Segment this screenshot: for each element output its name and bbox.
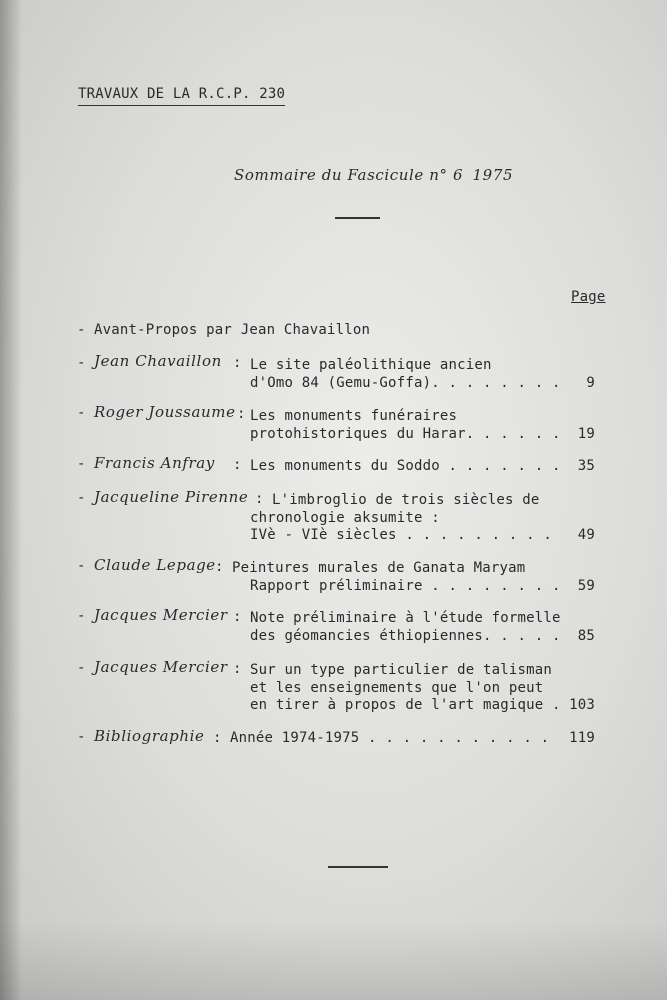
entry-page: 49 <box>577 527 595 543</box>
entry-page: 59 <box>577 578 595 594</box>
entry-page: 35 <box>577 458 595 474</box>
entry-title-line: Les monuments du Soddo . . . . . . . <box>250 458 561 474</box>
entry-title-line: d'Omo 84 (Gemu-Goffa). . . . . . . . <box>250 375 561 391</box>
entry-title-line: IVè - VIè siècles . . . . . . . . . <box>250 527 553 543</box>
entry-title-line: protohistoriques du Harar. . . . . . <box>250 426 561 442</box>
entry-page: 103 <box>569 697 595 713</box>
series-header: TRAVAUX DE LA R.C.P. 230 <box>78 86 285 106</box>
entry-title-line: en tirer à propos de l'art magique . <box>250 697 561 713</box>
entry-dash: - <box>77 405 86 421</box>
entry-author: Claude Lepage <box>94 556 216 574</box>
entry-dash: - <box>77 660 86 676</box>
entry-author: Jean Chavaillon <box>94 352 222 370</box>
entry-title-line: et les enseignements que l'on peut <box>250 680 544 696</box>
entry-text: Avant-Propos par Jean Chavaillon <box>94 322 371 338</box>
entry-title-line: L'imbroglio de trois siècles de <box>272 492 540 508</box>
entry-sep: : <box>233 661 242 677</box>
entry-title-line: Peintures murales de Ganata Maryam <box>232 560 526 576</box>
title-year: 1975 <box>472 166 514 184</box>
entry-dash: - <box>77 729 86 745</box>
entry-sep: : <box>255 491 264 507</box>
entry-title-line: Le site paléolithique ancien <box>250 357 492 373</box>
entry-title-line: Sur un type particulier de talisman <box>250 662 553 678</box>
entry-author: Jacques Mercier <box>94 606 228 624</box>
title-label: Sommaire du Fascicule n° 6 <box>234 166 464 184</box>
entry-page: 85 <box>577 628 595 644</box>
page-column-heading: Page <box>571 289 606 305</box>
entry-dash: - <box>77 490 86 506</box>
page-bottom-shadow <box>0 920 667 1000</box>
entry-author: Jacques Mercier <box>94 658 228 676</box>
entry-page: 9 <box>586 375 595 391</box>
entry-page: 19 <box>577 426 595 442</box>
entry-sep: : <box>213 730 222 746</box>
entry-author: Francis Anfray <box>94 454 215 472</box>
entry-title-line: chronologie aksumite : <box>250 510 440 526</box>
entry-title-line: Rapport préliminaire . . . . . . . . <box>250 578 561 594</box>
entry-page: 119 <box>569 730 595 746</box>
entry-sep: : <box>237 406 246 422</box>
entry-dash: - <box>77 608 86 624</box>
page-title <box>234 166 513 184</box>
entry-title-line: Année 1974-1975 . . . . . . . . . . . <box>230 730 550 746</box>
entry-title-line: Note préliminaire à l'étude formelle <box>250 610 561 626</box>
entry-dash: - <box>77 456 86 472</box>
entry-author: Jacqueline Pirenne <box>94 488 249 506</box>
entry-dash: - <box>77 355 86 371</box>
entry-sep: : <box>215 559 224 575</box>
entry-dash: - <box>77 558 86 574</box>
entry-title-line: des géomancies éthiopiennes. . . . . <box>250 628 561 644</box>
entry-sep: : <box>233 457 242 473</box>
entry-dash: - <box>77 322 86 338</box>
entry-author: Bibliographie <box>94 727 205 745</box>
entry-sep: : <box>233 355 242 371</box>
page-gutter-shadow <box>0 0 22 1000</box>
footer-divider <box>328 866 388 868</box>
title-divider <box>335 217 380 219</box>
entry-title-line: Les monuments funéraires <box>250 408 458 424</box>
entry-sep: : <box>233 609 242 625</box>
entry-author: Roger Joussaume <box>94 403 236 421</box>
